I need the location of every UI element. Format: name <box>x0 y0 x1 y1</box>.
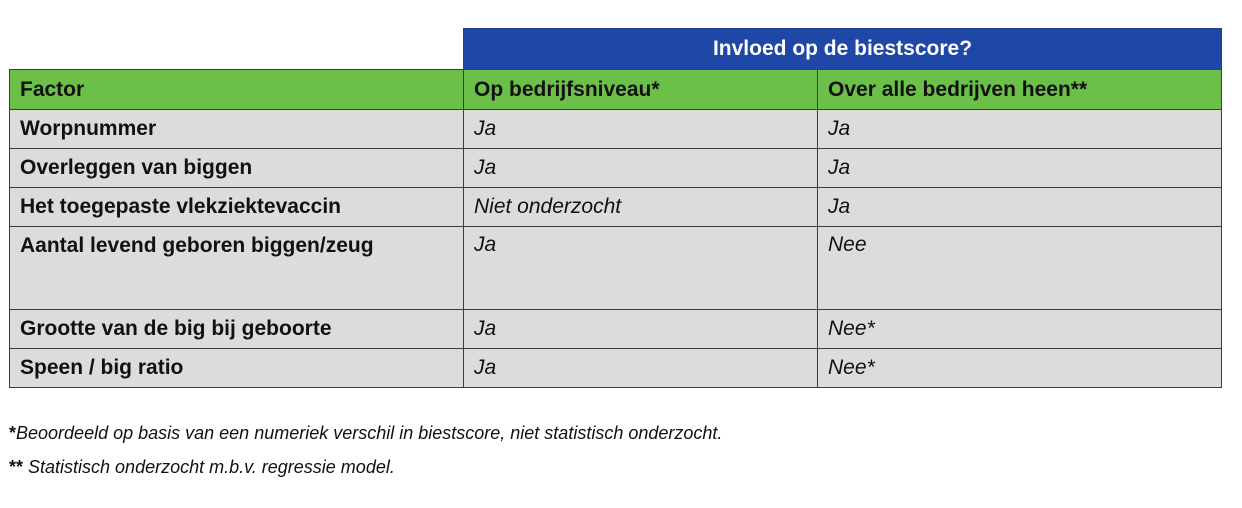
factor-cell: Worpnummer <box>10 110 464 149</box>
alle-cell: Nee* <box>818 310 1222 349</box>
footnote-1 <box>9 416 722 450</box>
factor-cell: Het toegepaste vlekziektevaccin <box>10 188 464 227</box>
footnote-2 <box>9 450 722 484</box>
header-row <box>10 70 1222 110</box>
table-row <box>10 149 1222 188</box>
table-banner: Invloed op de biestscore? <box>464 29 1222 70</box>
table-row <box>10 227 1222 310</box>
alle-cell: Ja <box>818 149 1222 188</box>
factor-cell: Overleggen van biggen <box>10 149 464 188</box>
table-row <box>10 349 1222 388</box>
bedrijf-cell: Ja <box>464 110 818 149</box>
bedrijf-cell: Ja <box>464 227 818 310</box>
header-factor: Factor <box>10 70 464 110</box>
table-wrapper <box>9 28 1221 388</box>
banner-row <box>10 29 1222 70</box>
alle-cell: Nee* <box>818 349 1222 388</box>
bedrijf-cell: Niet onderzocht <box>464 188 818 227</box>
table-row <box>10 188 1222 227</box>
banner-spacer <box>10 29 464 70</box>
factor-cell: Grootte van de big bij geboorte <box>10 310 464 349</box>
header-op-bedrijfsniveau: Op bedrijfsniveau* <box>464 70 818 110</box>
header-over-alle-bedrijven: Over alle bedrijven heen** <box>818 70 1222 110</box>
footnotes <box>9 416 722 484</box>
alle-cell: Ja <box>818 188 1222 227</box>
bedrijf-cell: Ja <box>464 149 818 188</box>
alle-cell: Nee <box>818 227 1222 310</box>
bedrijf-cell: Ja <box>464 349 818 388</box>
footnote-1-text: Beoordeeld op basis van een numeriek verschil in biestscore, niet statistisch onderzocht. <box>16 423 723 443</box>
biestscore-table <box>9 28 1222 388</box>
table-row <box>10 110 1222 149</box>
factor-cell: Aantal levend geboren biggen/zeug <box>10 227 464 310</box>
alle-cell: Ja <box>818 110 1222 149</box>
factor-cell: Speen / big ratio <box>10 349 464 388</box>
footnote-1-marker: * <box>9 423 17 443</box>
table-row <box>10 310 1222 349</box>
footnote-2-marker: ** <box>9 457 24 477</box>
bedrijf-cell: Ja <box>464 310 818 349</box>
footnote-2-text: Statistisch onderzocht m.b.v. regressie model. <box>23 457 395 477</box>
